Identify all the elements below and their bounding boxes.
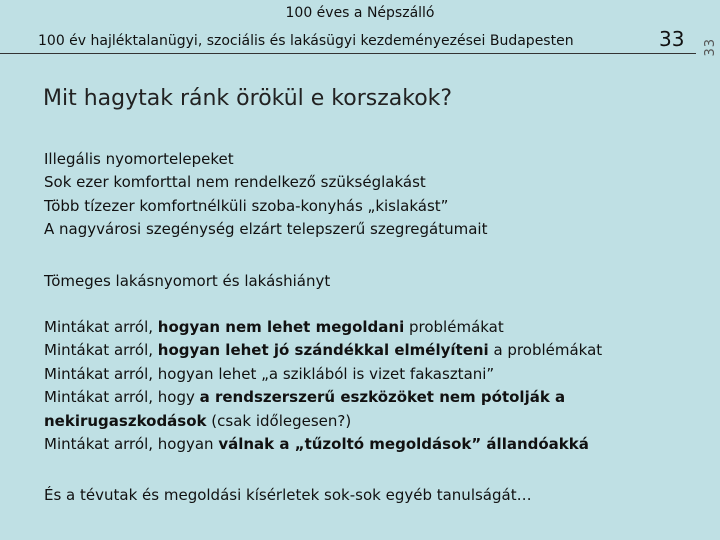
lesson-item: Mintákat arról, hogyan lehet „a sziklából is vizet fakasztani”: [44, 364, 495, 383]
lesson-text: a problémákat: [488, 341, 603, 360]
lesson-emphasis: válnak a „tűzoltó megoldások” állandóakká: [218, 435, 589, 454]
lesson-text: Mintákat arról, hogyan: [44, 435, 219, 454]
lesson-text: Mintákat arról,: [44, 341, 158, 360]
lesson-text: (csak időlegesen?): [206, 411, 352, 430]
list-item: A nagyvárosi szegénység elzárt telepszerű szegregátumait: [44, 220, 488, 239]
lesson-emphasis: hogyan nem lehet megoldani: [157, 318, 405, 336]
lesson-item: [44, 316, 664, 339]
lesson-item: [44, 386, 664, 409]
list-item: Tömeges lakásnyomort és lakáshiányt: [44, 272, 331, 290]
header-title: 100 éves a Népszálló: [285, 5, 435, 21]
page-number: 33: [659, 27, 685, 51]
lesson-text: problémákat: [404, 318, 504, 336]
list-item: Több tízezer komfortnélküli szoba-konyhás „kislakást”: [44, 196, 449, 215]
edge-page-marker: 33: [703, 38, 718, 57]
list-item: Illegális nyomortelepeket: [44, 150, 234, 168]
lesson-emphasis: hogyan lehet jó szándékkal elmélyíteni: [157, 341, 489, 360]
header-divider: [0, 53, 696, 54]
list-item: Sok ezer komforttal nem rendelkező szükséglakást: [44, 173, 426, 192]
lesson-item: [44, 339, 664, 362]
lesson-item-continued: [44, 410, 664, 433]
lesson-emphasis: nekirugaszkodások: [44, 411, 207, 430]
heritage-list: [44, 148, 664, 242]
lesson-text: Mintákat arról, hogy: [44, 388, 200, 407]
header-subtitle: 100 év hajléktalanügyi, szociális és lakásügyi kezdeményezései Budapesten: [38, 33, 574, 49]
slide-title: Mit hagytak ránk örökül e korszakok?: [43, 86, 453, 111]
housing-shortage-list: [44, 270, 664, 293]
lesson-emphasis: a rendszerszerű eszközöket nem pótolják a: [199, 388, 566, 407]
lessons-list: [44, 316, 664, 456]
closing-text: És a tévutak és megoldási kísérletek sok-sok egyéb tanulságát…: [44, 486, 532, 504]
lesson-text: Mintákat arról,: [44, 318, 158, 336]
lesson-item: [44, 433, 664, 456]
closing-remark: [44, 484, 664, 507]
